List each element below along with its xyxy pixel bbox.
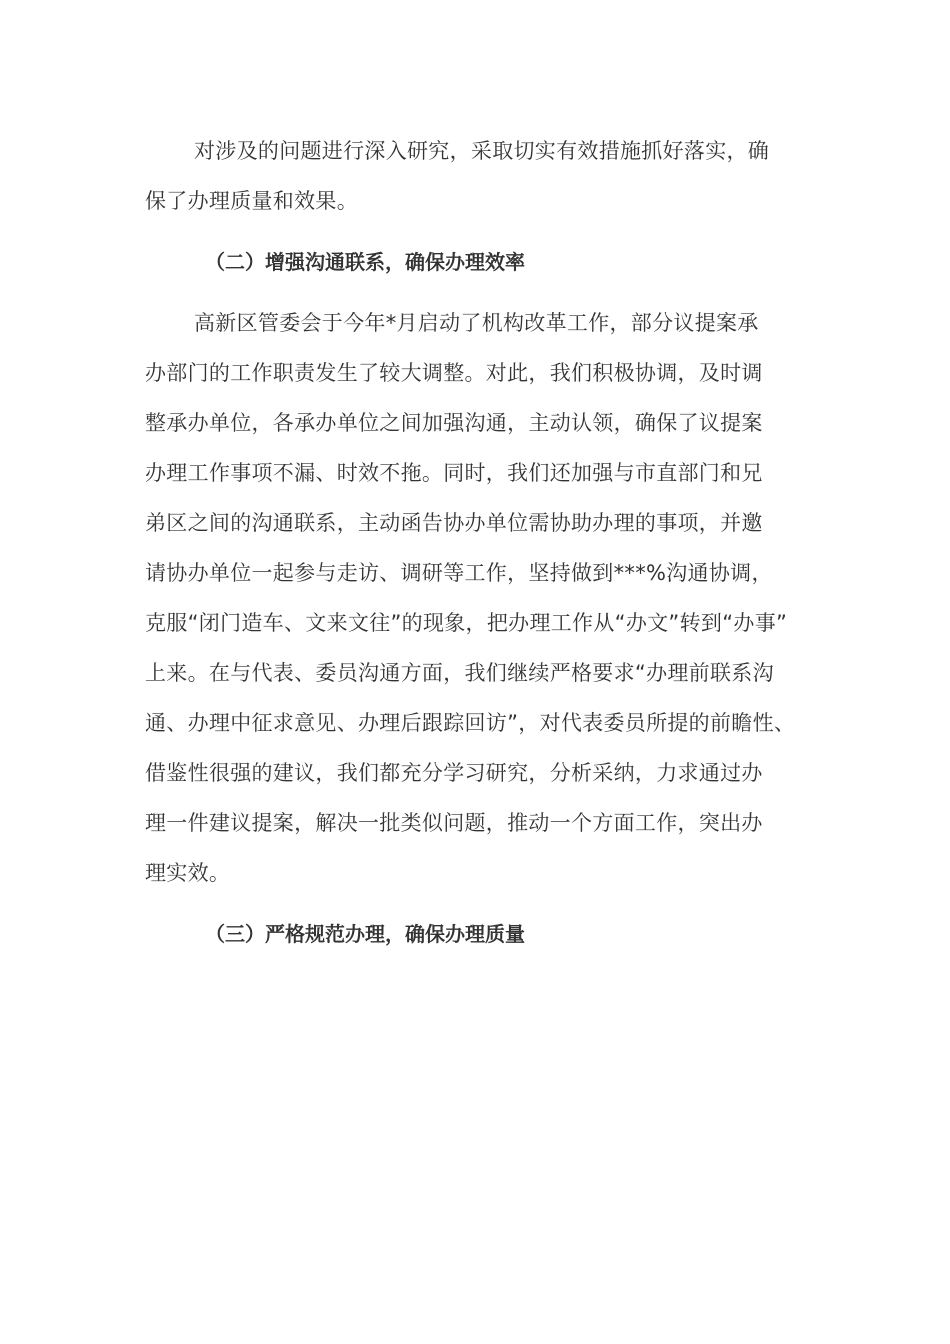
paragraph-1-line-2: 保了办理质量和效果。: [145, 189, 358, 213]
section-heading-3: （三）严格规范办理，确保办理质量: [205, 922, 525, 946]
paragraph-2-line-12: 理实效。: [145, 861, 231, 885]
paragraph-2-line-10: 借鉴性很强的建议，我们都充分学习研究，分析采纳，力求通过办: [145, 761, 763, 785]
paragraph-2-line-7: 克服“闭门造车、文来文往”的现象，把办理工作从“办文”转到“办事”: [145, 611, 788, 635]
paragraph-2-line-4: 办理工作事项不漏、时效不拖。同时，我们还加强与市直部门和兄: [145, 461, 763, 485]
paragraph-2-line-6: 请协办单位一起参与走访、调研等工作，坚持做到***%沟通协调，: [145, 561, 773, 585]
paragraph-2-line-3: 整承办单位，各承办单位之间加强沟通，主动认领，确保了议提案: [145, 411, 763, 435]
paragraph-2-line-2: 办部门的工作职责发生了较大调整。对此，我们积极协调，及时调: [145, 361, 763, 385]
paragraph-2-line-1: 高新区管委会于今年*月启动了机构改革工作，部分议提案承: [194, 311, 759, 335]
paragraph-2-line-5: 弟区之间的沟通联系，主动函告协办单位需协助办理的事项，并邀: [145, 511, 763, 535]
paragraph-1-line-1: 对涉及的问题进行深入研究，采取切实有效措施抓好落实，确: [194, 139, 770, 163]
paragraph-2-line-8: 上来。在与代表、委员沟通方面，我们继续严格要求“办理前联系沟: [145, 661, 774, 685]
paragraph-2-line-11: 理一件建议提案，解决一批类似问题，推动一个方面工作，突出办: [145, 811, 763, 835]
section-heading-2: （二）增强沟通联系，确保办理效率: [205, 250, 525, 274]
paragraph-2-line-9: 通、办理中征求意见、办理后跟踪回访”，对代表委员所提的前瞻性、: [145, 711, 796, 735]
